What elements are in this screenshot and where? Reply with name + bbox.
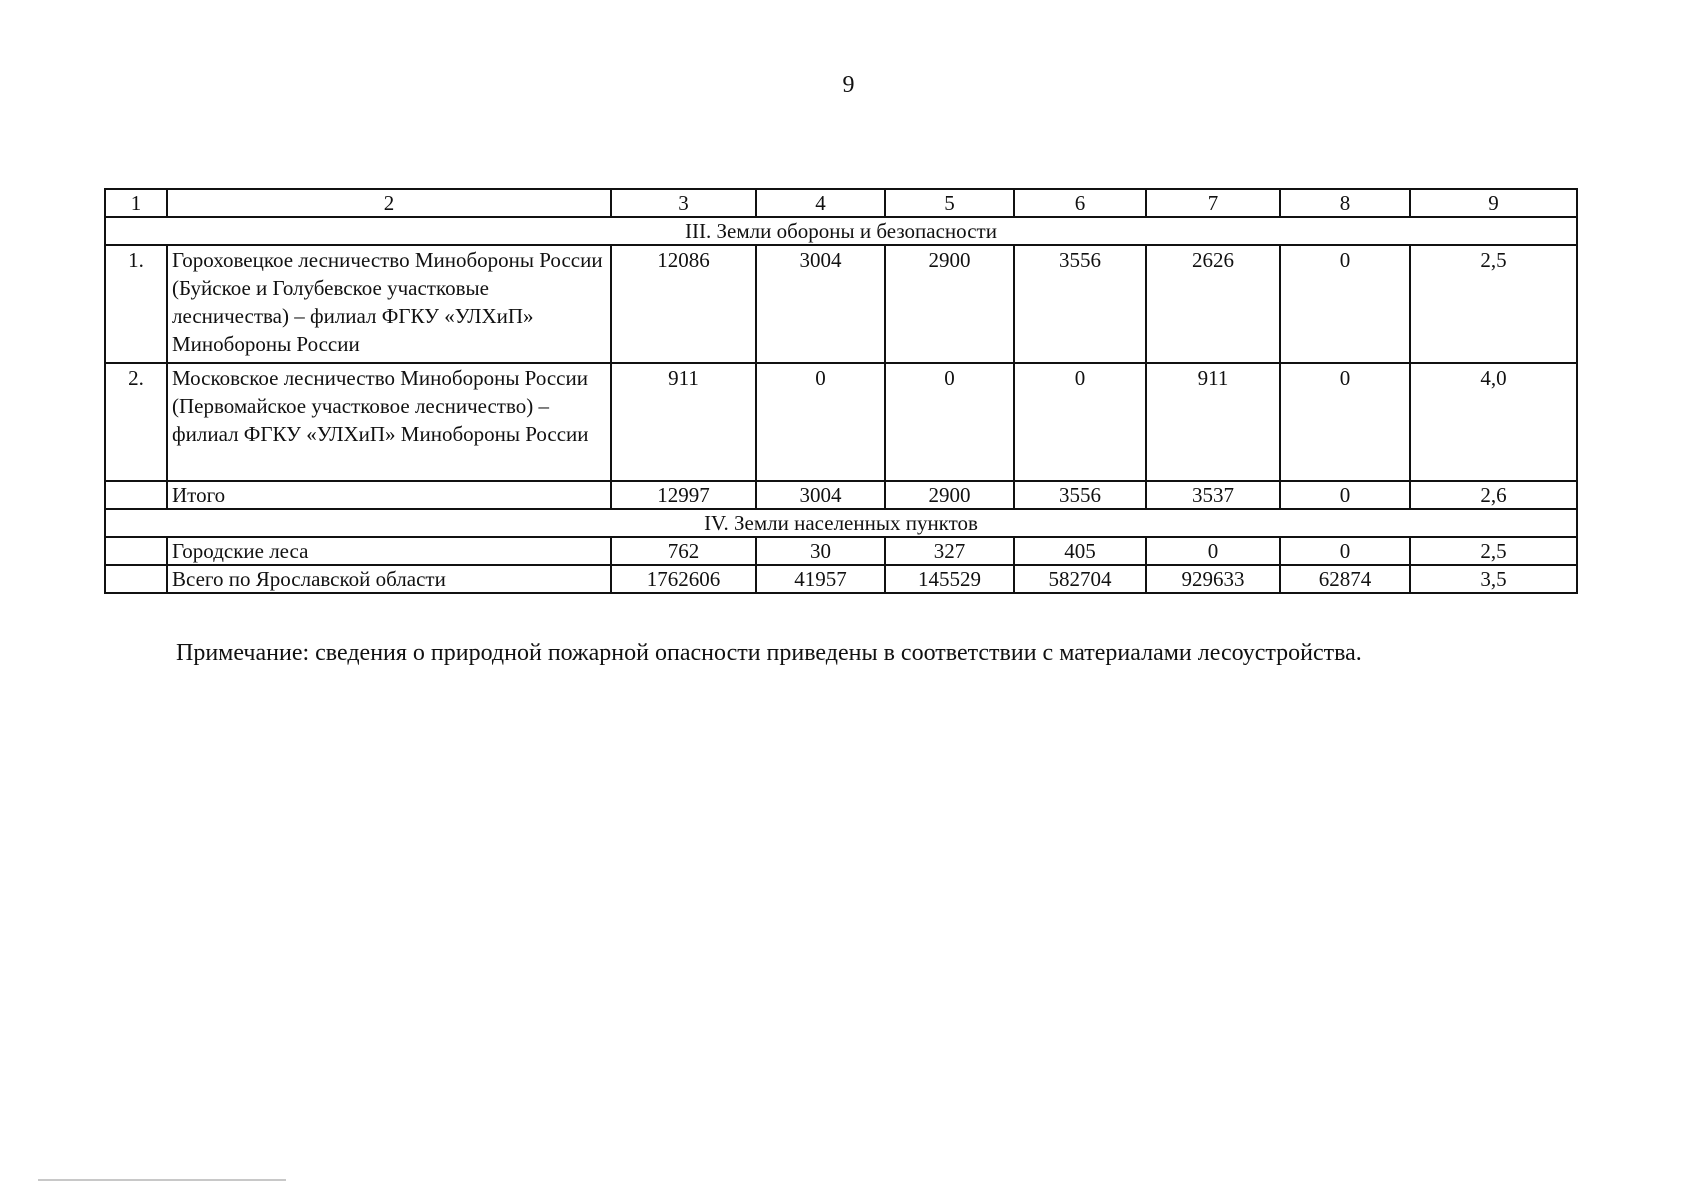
cell-value: 0 (756, 363, 885, 481)
column-header: 7 (1146, 189, 1280, 217)
row-number (105, 537, 167, 565)
cell-value: 327 (885, 537, 1014, 565)
cell-value: 582704 (1014, 565, 1146, 593)
cell-value: 3537 (1146, 481, 1280, 509)
column-header: 2 (167, 189, 611, 217)
cell-value: 145529 (885, 565, 1014, 593)
row-name: Гороховецкое лесничество Минобороны России (Буйское и Голубевское участковые лесничества) – филиал ФГКУ «УЛХиП» Минобороны России (167, 245, 611, 363)
cell-value: 30 (756, 537, 885, 565)
cell-value: 929633 (1146, 565, 1280, 593)
row-number (105, 565, 167, 593)
page-number: 9 (842, 72, 855, 98)
cell-value: 0 (1280, 245, 1410, 363)
cell-value: 2,6 (1410, 481, 1577, 509)
section-title: III. Земли обороны и безопасности (105, 217, 1577, 245)
cell-value: 3556 (1014, 245, 1146, 363)
cell-value: 0 (885, 363, 1014, 481)
cell-value: 0 (1014, 363, 1146, 481)
row-number (105, 481, 167, 509)
section-title: IV. Земли населенных пунктов (105, 509, 1577, 537)
cell-value: 0 (1280, 481, 1410, 509)
row-name: Городские леса (167, 537, 611, 565)
column-header: 8 (1280, 189, 1410, 217)
cell-value: 12997 (611, 481, 756, 509)
table-note: Примечание: сведения о природной пожарной опасности приведены в соответствии с материалами лесоустройства. (176, 640, 1362, 666)
cell-value: 3004 (756, 245, 885, 363)
cell-value: 1762606 (611, 565, 756, 593)
row-name: Итого (167, 481, 611, 509)
scan-margin-line (38, 1179, 286, 1181)
cell-value: 3556 (1014, 481, 1146, 509)
cell-value: 2,5 (1410, 537, 1577, 565)
cell-value: 2,5 (1410, 245, 1577, 363)
cell-value: 4,0 (1410, 363, 1577, 481)
column-header: 6 (1014, 189, 1146, 217)
cell-value: 2900 (885, 245, 1014, 363)
cell-value: 911 (611, 363, 756, 481)
table-header-row (105, 189, 1577, 217)
cell-value: 2626 (1146, 245, 1280, 363)
table-row (105, 363, 1577, 481)
cell-value: 0 (1280, 363, 1410, 481)
section-header-row (105, 509, 1577, 537)
section-header-row (105, 217, 1577, 245)
fire-danger-table (104, 188, 1578, 594)
cell-value: 762 (611, 537, 756, 565)
cell-value: 3004 (756, 481, 885, 509)
cell-value: 911 (1146, 363, 1280, 481)
cell-value: 41957 (756, 565, 885, 593)
column-header: 1 (105, 189, 167, 217)
column-header: 9 (1410, 189, 1577, 217)
total-row (105, 481, 1577, 509)
cell-value: 62874 (1280, 565, 1410, 593)
row-name: Московское лесничество Минобороны России (Первомайское участковое лесничество) – филиал ФГКУ «УЛХиП» Минобороны России (167, 363, 611, 481)
column-header: 4 (756, 189, 885, 217)
row-number: 2. (105, 363, 167, 481)
grand-total-row (105, 565, 1577, 593)
cell-value: 405 (1014, 537, 1146, 565)
table-row (105, 537, 1577, 565)
column-header: 5 (885, 189, 1014, 217)
column-header: 3 (611, 189, 756, 217)
row-name: Всего по Ярославской области (167, 565, 611, 593)
cell-value: 2900 (885, 481, 1014, 509)
table-row (105, 245, 1577, 363)
cell-value: 3,5 (1410, 565, 1577, 593)
row-number: 1. (105, 245, 167, 363)
cell-value: 12086 (611, 245, 756, 363)
cell-value: 0 (1280, 537, 1410, 565)
cell-value: 0 (1146, 537, 1280, 565)
